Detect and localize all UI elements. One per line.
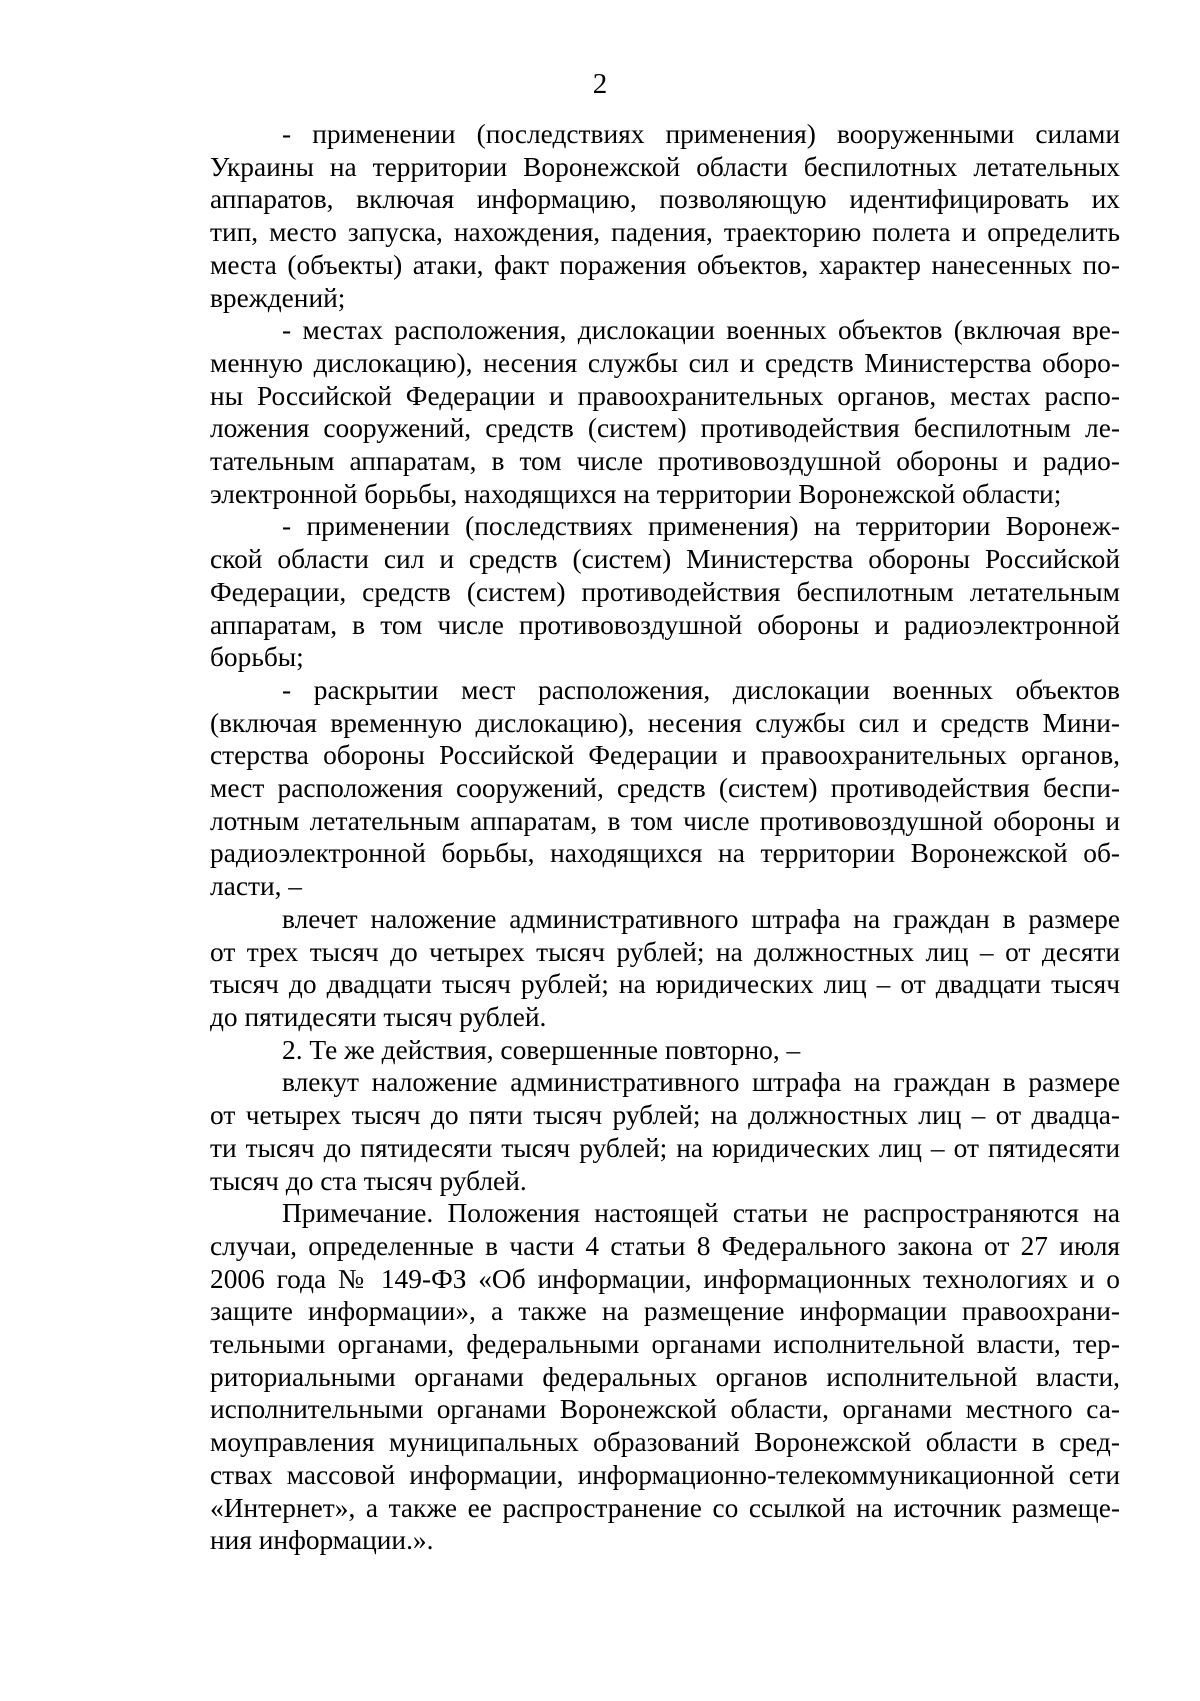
text-line: - раскрытии мест расположения, дислокации военных объектов — [282, 674, 1120, 705]
text-line: тысяч до ста тысяч рублей. — [210, 1165, 527, 1196]
text-line: ти тысяч до пятидесяти тысяч рублей; на юридических лиц – от пятидесяти — [210, 1132, 1120, 1163]
text-line: риториальными органами федеральных органов исполнительной власти, — [210, 1361, 1120, 1392]
text-line: ской области сил и средств (систем) Министерства обороны Российской — [210, 544, 1120, 575]
paragraph — [210, 314, 1120, 510]
text-line: менную дислокацию), несения службы сил и средств Министерства оборо- — [210, 347, 1120, 378]
document-body — [210, 118, 1120, 1557]
text-line: - местах расположения, дислокации военных объектов (включая вре- — [282, 315, 1120, 346]
text-line: защите информации», а также на размещение информации правоохрани- — [210, 1296, 1120, 1327]
text-line: ложения сооружений, средств (систем) противодействия беспилотным ле- — [210, 413, 1120, 444]
text-line: мест расположения сооружений, средств (систем) противодействия беспи- — [210, 773, 1120, 804]
text-line: Федерации, средств (систем) противодействия беспилотным летательным — [210, 576, 1120, 607]
text-line: тельными органами, федеральными органами исполнительной власти, тер- — [210, 1329, 1120, 1360]
text-line: (включая временную дислокацию), несения службы сил и средств Мини- — [210, 707, 1120, 738]
text-line: до пятидесяти тысяч рублей. — [210, 1001, 547, 1032]
text-line: электронной борьбы, находящихся на территории Воронежской области; — [210, 478, 1062, 509]
text-line: борьбы; — [210, 642, 304, 673]
text-line: аппаратов, включая информацию, позволяющую идентифицировать их — [210, 184, 1120, 215]
text-line: тысяч до двадцати тысяч рублей; на юридических лиц – от двадцати тысяч — [210, 969, 1120, 1000]
text-line: ласти, – — [210, 871, 303, 902]
text-line: ствах массовой информации, информационно-телекоммуникационной сети — [210, 1459, 1120, 1490]
text-line: Украины на территории Воронежской области беспилотных летательных — [210, 151, 1120, 182]
text-line: ния информации.». — [210, 1525, 434, 1556]
text-line: лотным летательным аппаратам, в том числе противовоздушной обороны и — [210, 805, 1120, 836]
text-line: от четырех тысяч до пяти тысяч рублей; на должностных лиц – от двадца- — [210, 1100, 1120, 1131]
text-line: Примечание. Положения настоящей статьи не распространяются на — [282, 1198, 1120, 1229]
paragraph — [210, 510, 1120, 674]
paragraph — [210, 1197, 1120, 1557]
text-line: аппаратам, в том числе противовоздушной обороны и радиоэлектронной — [210, 609, 1120, 640]
text-line: «Интернет», а также ее распространение со ссылкой на источник размеще- — [210, 1492, 1120, 1523]
text-line: тип, место запуска, нахождения, падения, траекторию полета и определить — [210, 217, 1120, 248]
text-line: влекут наложение административного штрафа на граждан в размере — [282, 1067, 1120, 1098]
text-line: 2. Те же действия, совершенные повторно, – — [282, 1034, 801, 1065]
paragraph — [210, 674, 1120, 903]
text-line: стерства обороны Российской Федерации и правоохранительных органов, — [210, 740, 1120, 771]
paragraph — [210, 118, 1120, 314]
text-line: влечет наложение административного штрафа на граждан в размере — [282, 903, 1120, 934]
text-line: 2006 года № 149-ФЗ «Об информации, информационных технологиях и о — [210, 1263, 1120, 1294]
text-line: - применении (последствиях применения) вооруженными силами — [282, 119, 1120, 149]
text-line: исполнительными органами Воронежской области, органами местного са- — [210, 1394, 1120, 1425]
paragraph — [210, 1034, 1120, 1067]
paragraph — [210, 1066, 1120, 1197]
text-line: моуправления муниципальных образований Воронежской области в сред- — [210, 1427, 1120, 1458]
text-line: - применении (последствиях применения) на территории Воронеж- — [282, 511, 1120, 542]
text-line: тательным аппаратам, в том числе противовоздушной обороны и радио- — [210, 446, 1120, 477]
text-line: вреждений; — [210, 282, 346, 313]
page-number: 2 — [592, 68, 608, 100]
text-line: от трех тысяч до четырех тысяч рублей; на должностных лиц – от десяти — [210, 936, 1120, 967]
text-line: места (объекты) атаки, факт поражения объектов, характер нанесенных по- — [210, 249, 1120, 280]
paragraph — [210, 903, 1120, 1034]
text-line: ны Российской Федерации и правоохранительных органов, местах распо- — [210, 380, 1120, 411]
text-line: случаи, определенные в части 4 статьи 8 Федерального закона от 27 июля — [210, 1230, 1120, 1261]
text-line: радиоэлектронной борьбы, находящихся на территории Воронежской об- — [210, 838, 1120, 869]
